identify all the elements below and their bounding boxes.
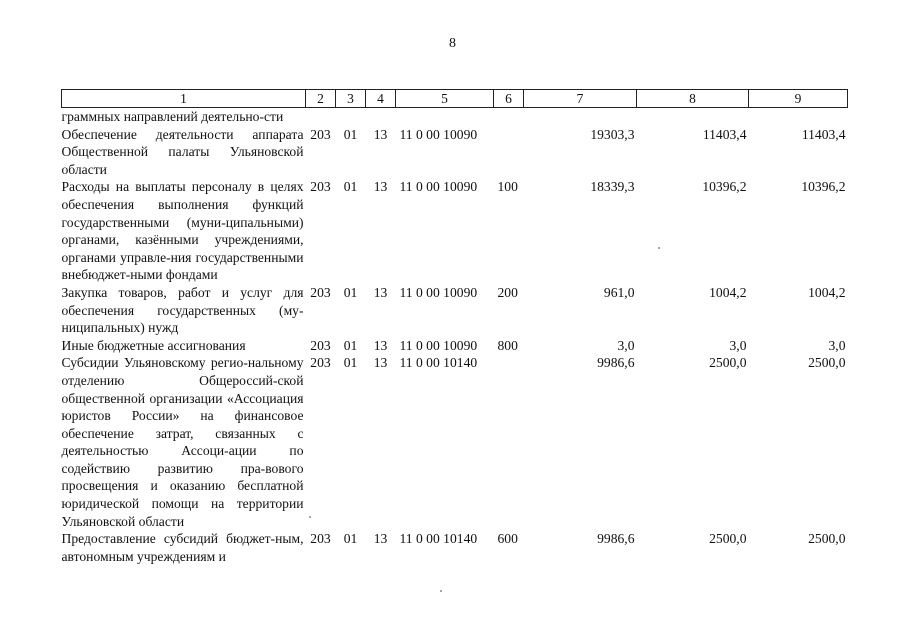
row-amount-col8: 3,0: [729, 337, 747, 353]
row-section: 01: [343, 179, 358, 195]
row-amount-col7: 961,0: [603, 284, 635, 300]
row-admin-code: 203: [310, 126, 331, 142]
header-cell: 6: [494, 90, 524, 108]
header-cell: 1: [62, 90, 306, 108]
table-row: [62, 178, 848, 284]
header-row: [62, 90, 848, 108]
row-section: 01: [343, 337, 358, 353]
row-amount-col9: 2500,0: [808, 355, 846, 371]
header-cell: 8: [637, 90, 749, 108]
row-description: Субсидии Ульяновскому регио-нальному отделению Общероссий-ской общественной организации «Ассоциация юристов России» на финансовое обеспечение затрат, связанных с деятельностью Ассоци-ации по содействию развитию пра-вового просвещения и оказанию бесплатной юридической помощи на территории Ульяновской области: [61, 355, 304, 529]
row-expense-type: [494, 354, 524, 530]
row-amount-col9: 3,0: [828, 337, 846, 353]
header-cell: 3: [336, 90, 366, 108]
row-target-article: [396, 108, 494, 126]
row-amount-col7: 9986,6: [597, 531, 635, 547]
row-target-article: 11 0 00 10090: [399, 337, 478, 353]
table-row: [62, 354, 848, 530]
row-amount-col8: [637, 108, 749, 126]
header-cell: 7: [524, 90, 637, 108]
row-amount-col8: 11403,4: [702, 126, 747, 142]
row-amount-col7: [524, 108, 637, 126]
row-expense-type: [494, 108, 524, 126]
row-target-article: 11 0 00 10090: [399, 284, 478, 300]
row-admin-code: 203: [310, 179, 331, 195]
scan-speck: [309, 516, 311, 518]
row-description: Иные бюджетные ассигнования: [61, 337, 246, 353]
page-number: 8: [449, 36, 456, 51]
scan-speck: [658, 247, 660, 249]
row-amount-col7: 18339,3: [590, 179, 635, 195]
row-target-article: 11 0 00 10090: [399, 126, 478, 142]
row-amount-col7: 9986,6: [597, 355, 635, 371]
row-description: Предоставление субсидий бюджет-ным, автономным учреждениям и: [61, 531, 304, 564]
row-section: 01: [343, 284, 358, 300]
row-amount-col8: 10396,2: [702, 179, 747, 195]
row-amount-col7: 19303,3: [590, 126, 635, 142]
row-amount-col9: [749, 108, 848, 126]
header-cell: 2: [306, 90, 336, 108]
table-row: [62, 108, 848, 126]
row-description: Закупка товаров, работ и услуг для обеспечения государственных (му-ниципальных) нужд: [61, 284, 304, 336]
row-amount-col8: 2500,0: [709, 355, 747, 371]
header-cell: 4: [366, 90, 396, 108]
row-amount-col9: 2500,0: [808, 531, 846, 547]
row-admin-code: 203: [310, 355, 331, 371]
row-expense-type: 600: [497, 531, 518, 547]
scan-speck: [440, 590, 442, 592]
row-subsection: [366, 108, 396, 126]
table-row: [62, 126, 848, 179]
table-row: [62, 337, 848, 355]
row-section: 01: [343, 355, 358, 371]
row-section: 01: [343, 531, 358, 547]
header-cell: 5: [396, 90, 494, 108]
row-description: граммных направлений деятельно-сти: [61, 109, 284, 124]
table-row: [62, 530, 848, 565]
budget-table: [61, 89, 848, 565]
row-amount-col8: 1004,2: [709, 284, 747, 300]
row-subsection: 13: [373, 337, 388, 353]
row-target-article: 11 0 00 10090: [399, 179, 478, 195]
row-amount-col9: 11403,4: [801, 126, 846, 142]
row-description: Расходы на выплаты персоналу в целях обеспечения выполнения функций государственными (муни-ципальными) органами, казёнными учреждениями, органами управле-ния государственными внебюджет-ными фондами: [61, 179, 304, 283]
row-expense-type: [494, 126, 524, 179]
row-section: [336, 108, 366, 126]
row-amount-col8: 2500,0: [709, 531, 747, 547]
row-subsection: 13: [373, 284, 388, 300]
table-row: [62, 284, 848, 337]
row-admin-code: 203: [310, 284, 331, 300]
row-subsection: 13: [373, 355, 388, 371]
row-description: Обеспечение деятельности аппарата Общественной палаты Ульяновской области: [61, 126, 304, 177]
row-admin-code: 203: [310, 337, 331, 353]
row-section: 01: [343, 126, 358, 142]
row-expense-type: 100: [497, 179, 518, 195]
row-expense-type: 200: [497, 284, 518, 300]
row-subsection: 13: [373, 126, 388, 142]
row-subsection: 13: [373, 531, 388, 547]
row-amount-col9: 10396,2: [801, 179, 846, 195]
row-admin-code: 203: [310, 531, 331, 547]
row-subsection: 13: [373, 179, 388, 195]
header-cell: 9: [749, 90, 848, 108]
row-amount-col9: 1004,2: [808, 284, 846, 300]
row-amount-col7: 3,0: [617, 337, 635, 353]
row-admin-code: [306, 108, 336, 126]
row-target-article: 11 0 00 10140: [399, 355, 478, 371]
row-expense-type: 800: [497, 337, 518, 353]
row-target-article: 11 0 00 10140: [399, 531, 478, 547]
